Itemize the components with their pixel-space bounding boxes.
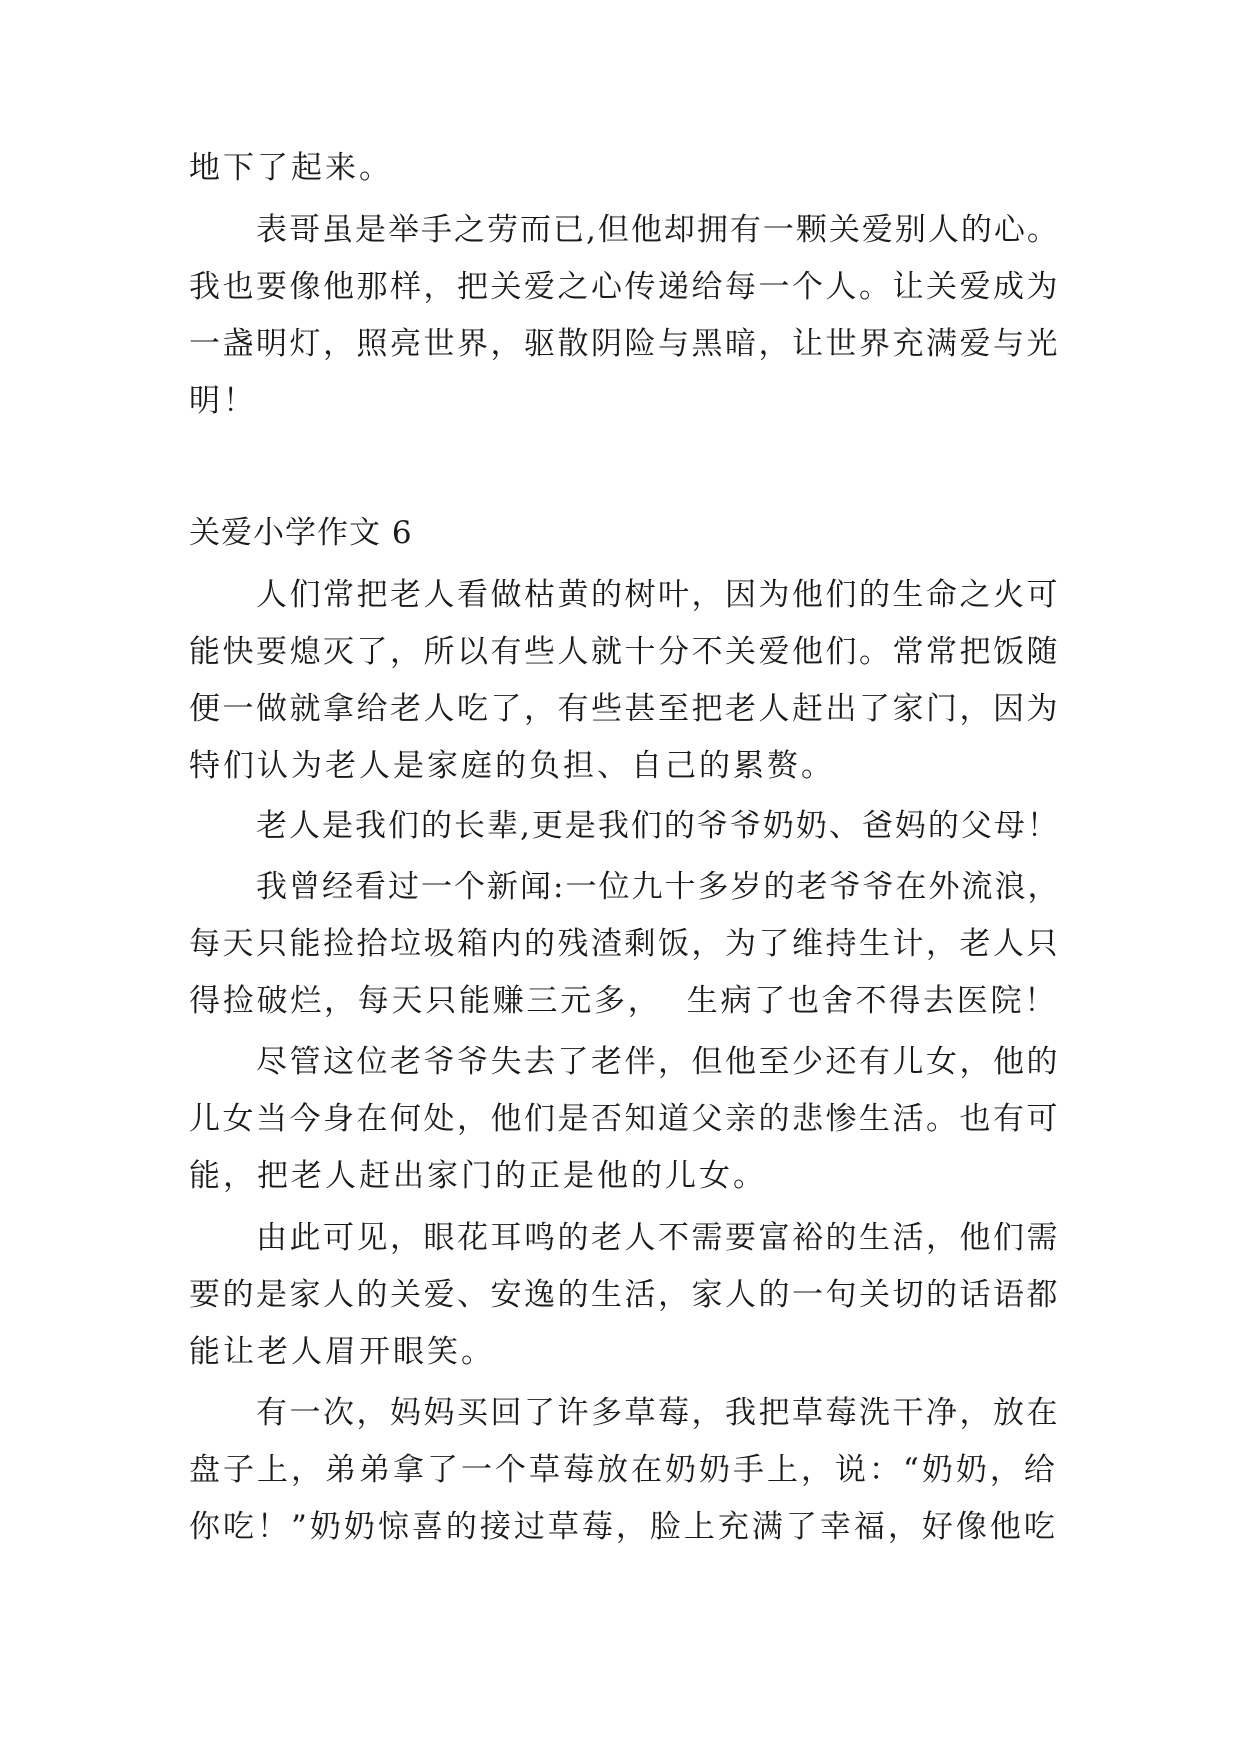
text-line: 便一做就拿给老人吃了，有些甚至把老人赶出了家门，因为	[189, 691, 1060, 727]
paragraph-line: 人们常把老人看做枯黄的树叶，因为他们的生命之火可	[256, 577, 1060, 613]
text-line: 你吃！”奶奶惊喜的接过草莓，脸上充满了幸福，好像他吃	[189, 1509, 1058, 1545]
text-line: 儿女当今身在何处，他们是否知道父亲的悲惨生活。也有可	[189, 1101, 1060, 1137]
paragraph-line: 表哥虽是举手之劳而已,但他却拥有一颗关爱别人的心。	[256, 212, 1060, 248]
text-line: 特们认为老人是家庭的负担、自己的累赘。	[189, 748, 835, 784]
text-line: 得捡破烂，每天只能赚三元多， 生病了也舍不得去医院！	[189, 983, 1058, 1019]
section-title: 关爱小学作文 6	[189, 515, 413, 551]
text-line: 一盏明灯，照亮世界，驱散阴险与黑暗，让世界充满爱与光	[189, 326, 1060, 362]
text-line: 能让老人眉开眼笑。	[189, 1334, 495, 1370]
paragraph-line: 由此可见，眼花耳鸣的老人不需要富裕的生活，他们需	[256, 1220, 1060, 1256]
paragraph-line: 我曾经看过一个新闻:一位九十多岁的老爷爷在外流浪，	[256, 869, 1061, 905]
text-line: 地下了起来。	[189, 150, 393, 186]
paragraph-line: 有一次，妈妈买回了许多草莓，我把草莓洗干净，放在	[256, 1395, 1060, 1431]
text-line: 我也要像他那样，把关爱之心传递给每一个人。让关爱成为	[189, 269, 1060, 305]
text-line: 每天只能捡拾垃圾箱内的残渣剩饭，为了维持生计，老人只	[189, 926, 1060, 962]
paragraph-line: 老人是我们的长辈,更是我们的爷爷奶奶、爸妈的父母！	[256, 808, 1060, 844]
text-line: 能，把老人赶出家门的正是他的儿女。	[189, 1158, 767, 1194]
text-line: 要的是家人的关爱、安逸的生活，家人的一句关切的话语都	[189, 1277, 1060, 1313]
text-line: 能快要熄灭了，所以有些人就十分不关爱他们。常常把饭随	[189, 634, 1060, 670]
text-line: 盘子上，弟弟拿了一个草莓放在奶奶手上，说：“奶奶，给	[189, 1452, 1058, 1488]
text-line: 明！	[189, 383, 257, 419]
paragraph-line: 尽管这位老爷爷失去了老伴，但他至少还有儿女，他的	[256, 1044, 1060, 1080]
